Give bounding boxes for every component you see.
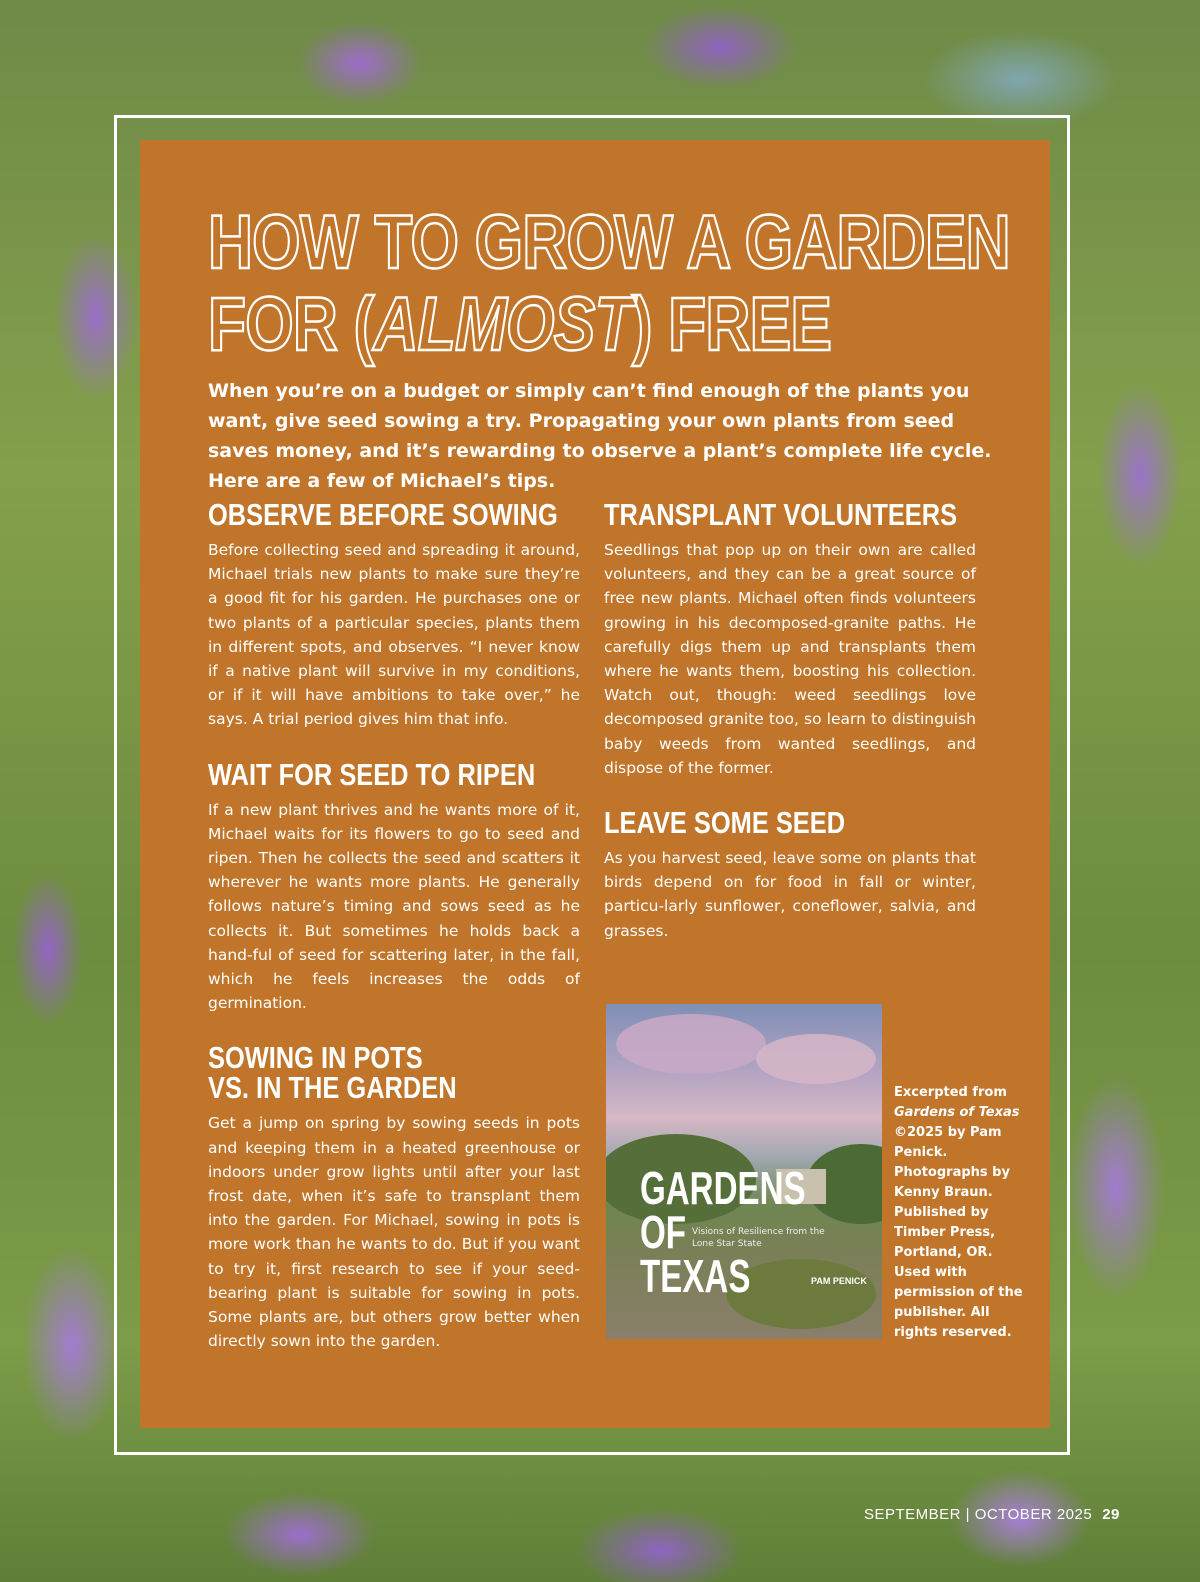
section-heading-leave-seed: LEAVE SOME SEED xyxy=(604,805,846,841)
section-heading-sowing-pots: SOWING IN POTS VS. IN THE GARDEN xyxy=(208,1040,457,1106)
cover-cloud xyxy=(616,1014,766,1074)
section-body-wait: If a new plant thrives and he wants more of it, Michael waits for its flowers to go to seed and ripen. Then he collects the seed and scatters it wherever he wants more plants. He generally follows nature’s timing and sows seed as he collects it. But sometimes he holds back a hand-ful of seed for scattering later, in the fall, which he feels increases the odds of germination. xyxy=(208,800,580,1013)
credit-prefix: Excerpted from xyxy=(894,1085,1007,1100)
section-heading-volunteers: TRANSPLANT VOLUNTEERS xyxy=(604,497,958,532)
cover-cloud xyxy=(756,1034,876,1084)
section-heading-observe: OBSERVE BEFORE SOWING xyxy=(208,497,558,532)
book-cover-subtitle: Visions of Resilience from the Lone Star State xyxy=(692,1227,825,1249)
section-body-sowing-pots: Get a jump on spring by sowing seeds in pots and keeping them in a heated greenhouse or indoors under grow lights until after your last frost date, when it’s safe to transplant them into the garden. For Michael, sowing in pots is more work than he wants to do. But if you want to try it, first research to see if your seed-bearing plant is suitable for sowing in pots. Some plants are, but others grow better when directly sown into the garden. xyxy=(208,1114,580,1351)
section-heading-wait: WAIT FOR SEED TO RIPEN xyxy=(208,756,536,792)
section-body-volunteers: Seedlings that pop up on their own are called volunteers, and they can be a great source of free new plants. Michael often finds volunteers growing in his decomposed-granite paths. He carefully digs them up and transplants them where he wants them, boosting his collection. Watch out, though: weed seedlings love decomposed granite too, so learn to distinguish baby weeds from wanted seedlings, and dispose of the former. xyxy=(604,541,976,777)
headline-line-2-post: ) FREE xyxy=(631,282,832,367)
page-folio xyxy=(864,1505,1120,1525)
intro-paragraph: When you’re on a budget or simply can’t find enough of the plants you want, give seed sowing a try. Propagating your own plants from seed saves money, and it’s rewarding to observe a plant’s complete life cycle. Here are a few of Michael’s tips. xyxy=(208,380,992,492)
right-column xyxy=(604,497,976,971)
folio-issue: SEPTEMBER | OCTOBER 2025 xyxy=(864,1506,1093,1523)
folio-page-number: 29 xyxy=(1102,1506,1120,1523)
section-body-observe: Before collecting seed and spreading it around, Michael trials new plants to make sure they’re a good fit for his garden. He purchases one or two plants of a particular species, plants them in different spots, and observes. “I never know if a native plant will survive in my conditions, or if it will have ambitions to take over,” he says. A trial period gives him that info. xyxy=(208,541,580,729)
article-panel xyxy=(140,140,1050,1428)
book-cover-image xyxy=(606,1004,882,1339)
book-cover-title: GARDENS OF TEXAS xyxy=(640,1162,806,1302)
headline-line-2-pre: FOR ( xyxy=(208,282,374,367)
credit-book-title: Gardens of Texas xyxy=(894,1105,1020,1120)
section-body-leave-seed: As you harvest seed, leave some on plants that birds depend on for food in fall or winter, particu-larly sunflower, coneflower, salvia, and grasses. xyxy=(604,849,976,940)
left-column xyxy=(208,497,580,1381)
credit-details: ©2025 by Pam Penick. Photographs by Kenny Braun. Published by Timber Press, Portland, OR. Used with permission of the publisher. All rights reserved. xyxy=(894,1125,1023,1340)
excerpt-credit xyxy=(894,1083,1024,1343)
book-cover-author: PAM PENICK xyxy=(811,1276,867,1286)
headline-line-2-italic: ALMOST xyxy=(373,282,632,367)
headline xyxy=(208,200,1010,367)
headline-line-1: HOW TO GROW A GARDEN xyxy=(208,200,1010,285)
